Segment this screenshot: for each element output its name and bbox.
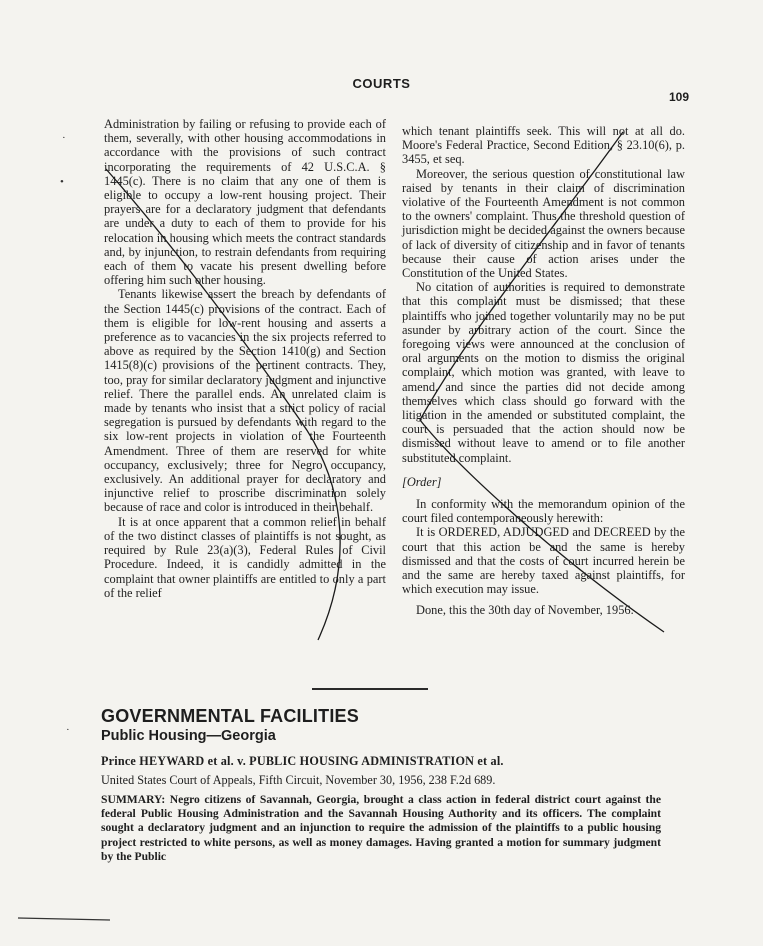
summary-text: Negro citizens of Savannah, Georgia, brought a class action in federal district court against the federal Public Housing Administration and the Savannah Housing Authority and its officers. The complaint sought a declaratory judgment and an injunction to require the admission of the plaintiffs to a public housing project restricted to white persons, as well as money damages. Having granted a motion for summary judgment by the Public (101, 793, 661, 863)
margin-mark-1: · (62, 132, 66, 144)
left-paragraph-1: Administration by failing or refusing to provide each of them, severally, with other housing accommodations in accordance with the provisions of such contract incorporating the requirements of 42 U.S.C.A. § 1445(c). There is no claim that any one of them is eligible to occupy a low-rent housing project. Their prayers are for a declaratory judgment that defendants are under a duty to each of them to provide for his relocation in housing which meets the contract standards and, by injunction, to restrain defendants from requiring each of them to vacate his present dwelling before offering him such other housing. (104, 117, 386, 288)
left-paragraph-3: It is at once apparent that a common relief in behalf of the two distinct classes of plaintiffs is not sought, as required by Rule 23(a)(3), Federal Rules of Civil Procedure. Indeed, it is candidly admitted in the complaint that owner plaintiffs are entitled to only a part of the relief (104, 514, 386, 600)
case-court-line: United States Court of Appeals, Fifth Circuit, November 30, 1956, 238 F.2d 689. (101, 773, 496, 787)
left-text-column (104, 117, 386, 600)
running-head: COURTS (352, 76, 411, 91)
case-summary (101, 793, 661, 864)
right-text-column (402, 124, 685, 617)
margin-mark-3: · (66, 724, 70, 736)
order-heading: [Order] (402, 474, 442, 489)
margin-mark-2: • (60, 176, 64, 188)
left-paragraph-2: Tenants likewise assert the breach by defendants of the Section 1445(c) provisions of the contract. Each of them is eligible for low-rent housing and asserts a preference as to vacancies in the six projects referred to above as required by the Section 1410(g) and Section 1415(8)(c) provisions of the pertinent contracts. They, too, pray for similar declaratory judgment and injunctive relief. There the parallel ends. An unrelated claim is made by tenants who insist that a strict policy of racial segregation is pursued by defendants with regard to the six low-rent projects in violation of the Fourteenth Amendment. Three of them are reserved for white occupancy, exclusively; three for Negro occupancy, exclusively. An additional prayer for declaratory and injunctive relief to proscribe discrimination solely because of race and color is introduced in their behalf. (104, 287, 386, 515)
right-paragraph-1: which tenant plaintiffs seek. This will not at all do. Moore's Federal Practice, Second Edition, § 23.10(6), p. 3455, et seq. (402, 124, 685, 167)
summary-label: SUMMARY: (101, 793, 166, 806)
right-paragraph-2: Moreover, the serious question of constitutional law raised by tenants in their claim of discrimination violative of the Fourteenth Amendment is not common to the owners' complaint. Thus the threshold question of jurisdiction might be decided against the owners because of lack of diversity of citizenship and in favor of tenants because their cause of action arises under the Constitution of the United States. (402, 166, 685, 281)
section-title: GOVERNMENTAL FACILITIES (101, 706, 359, 726)
bottom-margin-stroke (18, 918, 110, 920)
section-divider-rule (312, 688, 428, 690)
case-caption: Prince HEYWARD et al. v. PUBLIC HOUSING ADMINISTRATION et al. (101, 754, 504, 768)
right-paragraph-3: No citation of authorities is required to demonstrate that this complaint must be dismissed; that these plaintiffs who joined together voluntarily may no be put asunder by arbitrary action of the court. Since the foregoing views were announced at the conclusion of oral arguments on the motion to dismiss the original complaint, which motion was granted, with leave to amend, and since the parties did not decide among themselves which class should go forward with the litigation in the amended or substituted complaint, the court is persuaded that the action should now be dismissed without leave to amend or to file another substituted complaint. (402, 280, 685, 465)
section-subtitle: Public Housing—Georgia (101, 728, 276, 744)
order-date-line: Done, this the 30th day of November, 1956. (416, 602, 634, 617)
page-number: 109 (669, 90, 690, 104)
order-paragraph-1: In conformity with the memorandum opinion of the court filed contemporaneously herewith: (402, 497, 685, 526)
order-paragraph-2: It is ORDERED, ADJUDGED and DECREED by the court that this action be and the same is hereby dismissed and that the costs of court incurred herein be and the same are hereby taxed against plaintiffs, for which execution may issue. (402, 525, 685, 597)
